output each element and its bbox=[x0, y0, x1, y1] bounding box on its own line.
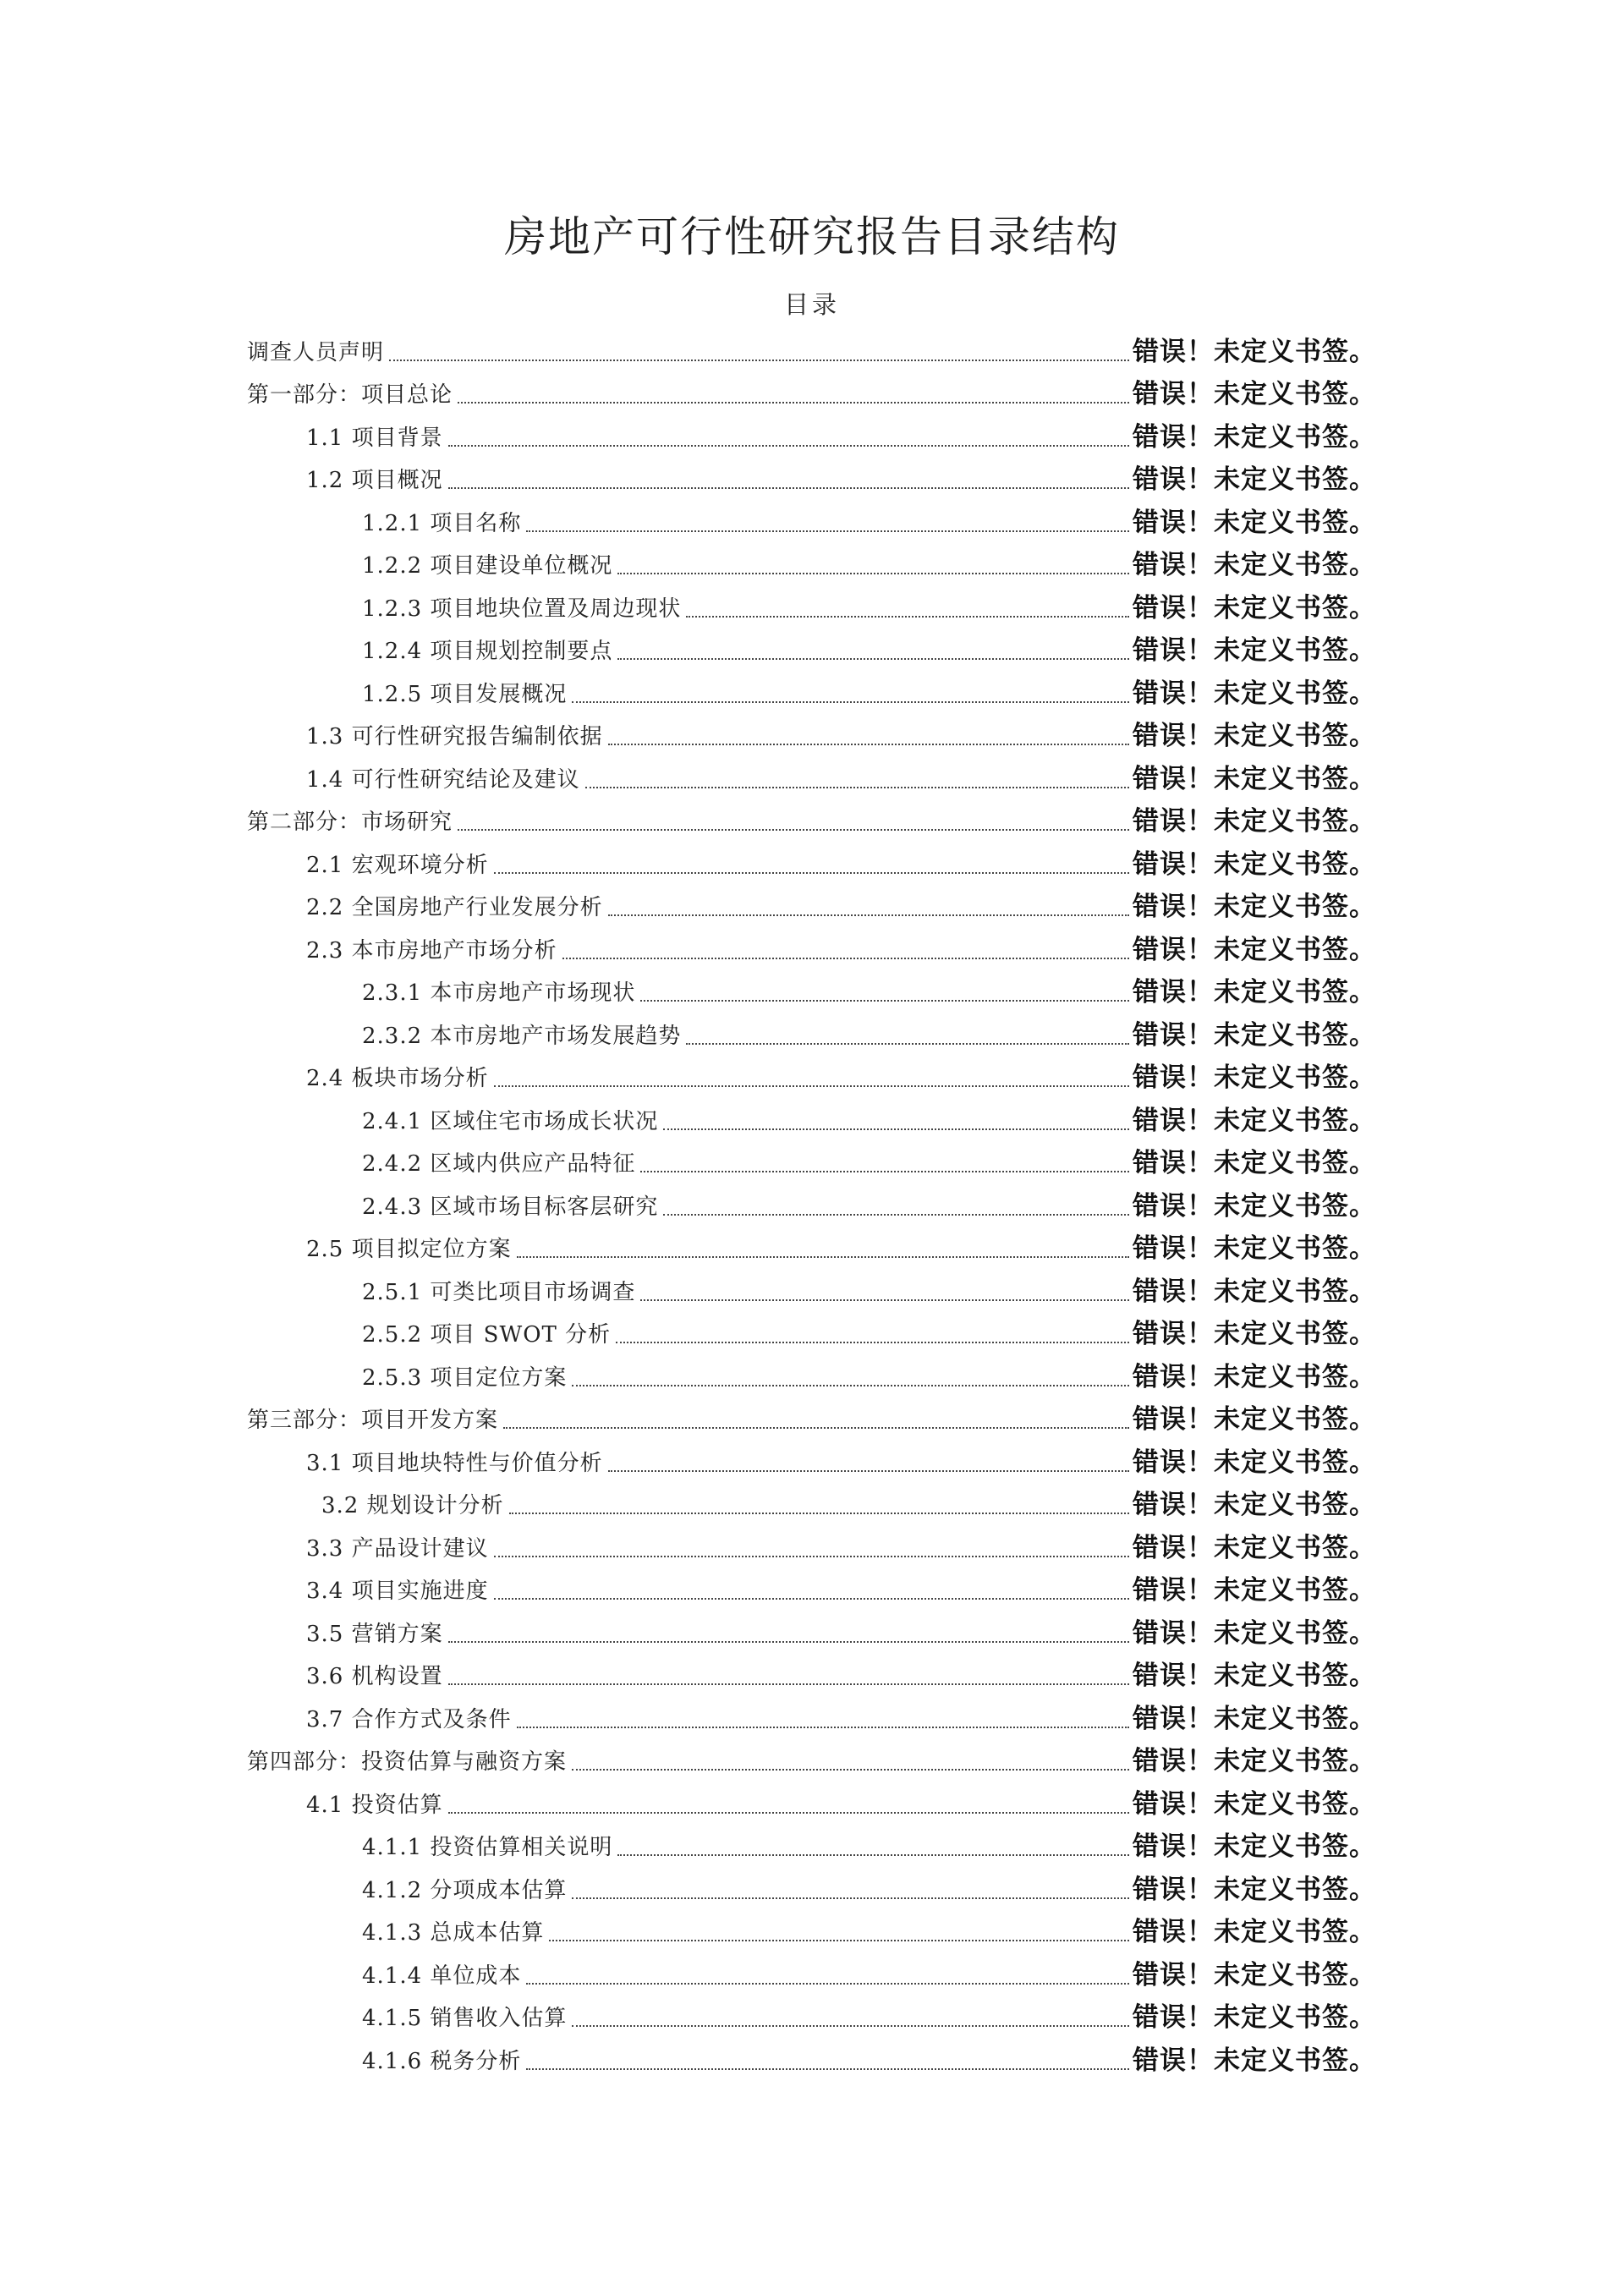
document-title: 房地产可行性研究报告目录结构 bbox=[504, 212, 1120, 261]
toc-entry-page: 错误！未定义书签。 bbox=[1133, 550, 1376, 580]
dot-leader bbox=[608, 914, 1129, 916]
toc-entry[interactable] bbox=[247, 1991, 1376, 2034]
toc-entry-label: 4.1.3 总成本估算 bbox=[362, 1920, 545, 1946]
toc-entry[interactable] bbox=[247, 453, 1376, 497]
toc-entry[interactable] bbox=[247, 1008, 1376, 1051]
toc-entry[interactable] bbox=[247, 667, 1376, 710]
table-of-contents bbox=[247, 325, 1376, 2077]
toc-entry-label: 2.3 本市房地产市场分析 bbox=[306, 937, 557, 964]
toc-entry[interactable] bbox=[247, 795, 1376, 838]
dot-leader bbox=[494, 1598, 1129, 1600]
toc-entry[interactable] bbox=[247, 581, 1376, 624]
toc-entry-label: 2.2 全国房地产行业发展分析 bbox=[306, 895, 603, 920]
toc-entry-page: 错误！未定义书签。 bbox=[1133, 1959, 1376, 1990]
dot-leader bbox=[517, 1256, 1129, 1258]
toc-entry-label: 2.3.1 本市房地产市场现状 bbox=[362, 980, 636, 1006]
toc-entry[interactable] bbox=[247, 1564, 1376, 1607]
dot-leader bbox=[562, 958, 1129, 959]
toc-entry[interactable] bbox=[247, 1948, 1376, 1991]
toc-entry[interactable] bbox=[247, 1650, 1376, 1693]
toc-entry-page: 错误！未定义书签。 bbox=[1133, 848, 1376, 880]
dot-leader bbox=[503, 1427, 1129, 1429]
toc-entry-label: 3.5 营销方案 bbox=[306, 1621, 443, 1647]
toc-entry-page: 错误！未定义书签。 bbox=[1133, 678, 1376, 709]
toc-entry-label: 3.1 项目地块特性与价值分析 bbox=[306, 1450, 603, 1476]
toc-entry-page: 错误！未定义书签。 bbox=[1133, 1361, 1376, 1392]
toc-entry-page: 错误！未定义书签。 bbox=[1133, 1703, 1376, 1734]
toc-entry[interactable] bbox=[247, 1393, 1376, 1436]
dot-leader bbox=[448, 1641, 1129, 1643]
dot-leader bbox=[448, 487, 1129, 489]
toc-entry[interactable] bbox=[247, 1521, 1376, 1564]
toc-entry-label: 3.3 产品设计建议 bbox=[306, 1535, 489, 1562]
dot-leader bbox=[572, 1897, 1129, 1899]
dot-leader bbox=[526, 2068, 1129, 2070]
toc-entry-label: 调查人员声明 bbox=[247, 339, 385, 365]
toc-entry-label: 3.6 机构设置 bbox=[306, 1664, 443, 1689]
toc-entry-label: 2.4.1 区域住宅市场成长状况 bbox=[362, 1108, 659, 1134]
dot-leader bbox=[448, 1683, 1129, 1685]
toc-entry-label: 2.1 宏观环境分析 bbox=[306, 852, 489, 878]
dot-leader bbox=[640, 1299, 1129, 1301]
toc-entry-label: 1.4 可行性研究结论及建议 bbox=[306, 766, 580, 793]
toc-entry-page: 错误！未定义书签。 bbox=[1133, 1532, 1376, 1563]
toc-entry-label: 4.1.4 单位成本 bbox=[362, 1963, 522, 1989]
toc-entry[interactable] bbox=[247, 325, 1376, 368]
dot-leader bbox=[585, 787, 1129, 788]
toc-entry[interactable] bbox=[247, 966, 1376, 1009]
toc-entry-page: 错误！未定义书签。 bbox=[1133, 1319, 1376, 1349]
toc-entry-page: 错误！未定义书签。 bbox=[1133, 721, 1376, 751]
toc-entry-label: 2.5.1 可类比项目市场调查 bbox=[362, 1279, 636, 1305]
toc-entry-page: 错误！未定义书签。 bbox=[1133, 635, 1376, 666]
toc-entry[interactable] bbox=[247, 539, 1376, 582]
toc-entry-label: 第四部分：投资估算与融资方案 bbox=[247, 1749, 568, 1775]
dot-leader bbox=[494, 1556, 1129, 1557]
dot-leader bbox=[526, 1983, 1129, 1985]
toc-entry-page: 错误！未定义书签。 bbox=[1133, 1190, 1376, 1222]
toc-entry-label: 2.5.2 项目 SWOT 分析 bbox=[362, 1322, 612, 1348]
toc-entry-label: 3.2 规划设计分析 bbox=[321, 1493, 504, 1518]
toc-entry-label: 2.4.2 区域内供应产品特征 bbox=[362, 1151, 636, 1177]
toc-entry-page: 错误！未定义书签。 bbox=[1133, 1746, 1376, 1776]
toc-entry-page: 错误！未定义书签。 bbox=[1133, 2045, 1376, 2076]
dot-leader bbox=[509, 1513, 1129, 1514]
toc-entry-page: 错误！未定义书签。 bbox=[1133, 806, 1376, 837]
toc-entry-label: 2.5.3 项目定位方案 bbox=[362, 1364, 568, 1391]
toc-entry[interactable] bbox=[247, 410, 1376, 453]
dot-leader bbox=[617, 573, 1129, 574]
toc-entry-page: 错误！未定义书签。 bbox=[1133, 592, 1376, 623]
toc-entry[interactable] bbox=[247, 1606, 1376, 1650]
dot-leader bbox=[686, 616, 1129, 618]
toc-entry-page: 错误！未定义书签。 bbox=[1133, 379, 1376, 409]
dot-leader bbox=[640, 1000, 1129, 1002]
toc-entry-page: 错误！未定义书签。 bbox=[1133, 507, 1376, 538]
toc-entry-label: 1.2.3 项目地块位置及周边现状 bbox=[362, 596, 682, 622]
toc-entry[interactable] bbox=[247, 1350, 1376, 1393]
toc-entry-label: 1.3 可行性研究报告编制依据 bbox=[306, 724, 603, 749]
toc-entry-page: 错误！未定义书签。 bbox=[1133, 1575, 1376, 1606]
toc-entry-label: 第一部分：项目总论 bbox=[247, 382, 453, 408]
toc-entry[interactable] bbox=[247, 1479, 1376, 1522]
toc-entry[interactable] bbox=[247, 1436, 1376, 1479]
dot-leader bbox=[617, 1854, 1129, 1856]
toc-entry-label: 2.5 项目拟定位方案 bbox=[306, 1237, 512, 1262]
toc-entry[interactable] bbox=[247, 1222, 1376, 1266]
toc-entry-page: 错误！未定义书签。 bbox=[1133, 1831, 1376, 1862]
toc-entry-page: 错误！未定义书签。 bbox=[1133, 1019, 1376, 1051]
toc-entry-page: 错误！未定义书签。 bbox=[1133, 1447, 1376, 1478]
dot-leader bbox=[526, 530, 1129, 532]
toc-entry-page: 错误！未定义书签。 bbox=[1133, 934, 1376, 965]
dot-leader bbox=[494, 872, 1129, 874]
dot-leader bbox=[572, 1385, 1129, 1386]
toc-heading: 目录 bbox=[783, 290, 840, 319]
toc-entry-label: 2.3.2 本市房地产市场发展趋势 bbox=[362, 1023, 682, 1049]
dot-leader bbox=[494, 1085, 1129, 1087]
toc-entry-page: 错误！未定义书签。 bbox=[1133, 336, 1376, 367]
toc-entry[interactable] bbox=[247, 1820, 1376, 1864]
toc-entry-label: 4.1 投资估算 bbox=[306, 1792, 443, 1818]
toc-entry-label: 1.2.5 项目发展概况 bbox=[362, 681, 568, 707]
toc-entry-label: 2.4.3 区域市场目标客层研究 bbox=[362, 1194, 659, 1220]
toc-entry-page: 错误！未定义书签。 bbox=[1133, 1874, 1376, 1905]
toc-entry-label: 4.1.5 销售收入估算 bbox=[362, 2006, 568, 2031]
toc-entry[interactable] bbox=[247, 624, 1376, 667]
toc-entry[interactable] bbox=[247, 1308, 1376, 1351]
toc-entry-label: 3.7 合作方式及条件 bbox=[306, 1706, 512, 1732]
toc-entry-label: 1.2.1 项目名称 bbox=[362, 510, 522, 536]
toc-entry-label: 3.4 项目实施进度 bbox=[306, 1578, 489, 1604]
toc-entry-label: 第二部分：市场研究 bbox=[247, 810, 453, 835]
toc-entry-page: 错误！未定义书签。 bbox=[1133, 892, 1376, 922]
dot-leader bbox=[517, 1727, 1129, 1728]
toc-entry-page: 错误！未定义书签。 bbox=[1133, 1062, 1376, 1093]
toc-entry-label: 4.1.2 分项成本估算 bbox=[362, 1877, 568, 1903]
dot-leader bbox=[448, 445, 1129, 447]
toc-entry[interactable] bbox=[247, 1137, 1376, 1180]
toc-entry[interactable] bbox=[247, 1863, 1376, 1906]
toc-entry-label: 1.2 项目概况 bbox=[306, 468, 443, 493]
dot-leader bbox=[458, 829, 1129, 831]
toc-entry[interactable] bbox=[247, 1692, 1376, 1735]
toc-entry-page: 错误！未定义书签。 bbox=[1133, 1661, 1376, 1691]
toc-entry-page: 错误！未定义书签。 bbox=[1133, 1490, 1376, 1520]
toc-entry-label: 1.1 项目背景 bbox=[306, 425, 443, 451]
toc-entry-label: 1.2.4 项目规划控制要点 bbox=[362, 639, 613, 664]
toc-entry-page: 错误！未定义书签。 bbox=[1133, 1617, 1376, 1649]
dot-leader bbox=[458, 402, 1129, 404]
toc-entry-page: 错误！未定义书签。 bbox=[1133, 2002, 1376, 2033]
dot-leader bbox=[617, 658, 1129, 660]
toc-entry-page: 错误！未定义书签。 bbox=[1133, 1404, 1376, 1435]
toc-entry[interactable] bbox=[247, 496, 1376, 539]
toc-entry[interactable] bbox=[247, 1051, 1376, 1095]
toc-entry-label: 4.1.1 投资估算相关说明 bbox=[362, 1835, 613, 1860]
dot-leader bbox=[572, 2025, 1129, 2027]
toc-entry-label: 2.4 板块市场分析 bbox=[306, 1066, 489, 1091]
toc-entry[interactable] bbox=[247, 710, 1376, 753]
toc-entry-page: 错误！未定义书签。 bbox=[1133, 977, 1376, 1007]
toc-entry[interactable] bbox=[247, 837, 1376, 881]
toc-entry-label: 1.2.2 项目建设单位概况 bbox=[362, 553, 613, 579]
dot-leader bbox=[608, 744, 1129, 745]
toc-entry[interactable] bbox=[247, 752, 1376, 795]
toc-entry-page: 错误！未定义书签。 bbox=[1133, 1917, 1376, 1947]
toc-entry[interactable] bbox=[247, 1777, 1376, 1820]
toc-entry[interactable] bbox=[247, 1906, 1376, 1949]
toc-entry-page: 错误！未定义书签。 bbox=[1133, 763, 1376, 794]
toc-entry-label: 第三部分：项目开发方案 bbox=[247, 1408, 499, 1433]
toc-entry-page: 错误！未定义书签。 bbox=[1133, 1148, 1376, 1178]
toc-entry[interactable] bbox=[247, 2034, 1376, 2077]
toc-entry-page: 错误！未定义书签。 bbox=[1133, 1276, 1376, 1307]
dot-leader bbox=[608, 1470, 1129, 1472]
toc-entry[interactable] bbox=[247, 368, 1376, 411]
toc-entry[interactable] bbox=[247, 1179, 1376, 1222]
toc-entry-page: 错误！未定义书签。 bbox=[1133, 464, 1376, 495]
dot-leader bbox=[616, 1342, 1129, 1343]
dot-leader bbox=[663, 1214, 1129, 1216]
toc-entry[interactable] bbox=[247, 881, 1376, 924]
toc-entry-page: 错误！未定义书签。 bbox=[1133, 1233, 1376, 1264]
dot-leader bbox=[389, 360, 1129, 361]
toc-entry-page: 错误！未定义书签。 bbox=[1133, 1788, 1376, 1820]
toc-entry[interactable] bbox=[247, 1265, 1376, 1308]
toc-entry[interactable] bbox=[247, 1735, 1376, 1778]
dot-leader bbox=[549, 1940, 1129, 1941]
dot-leader bbox=[663, 1128, 1129, 1130]
dot-leader bbox=[572, 1769, 1129, 1771]
dot-leader bbox=[448, 1812, 1129, 1814]
dot-leader bbox=[640, 1171, 1129, 1172]
toc-entry[interactable] bbox=[247, 923, 1376, 966]
dot-leader bbox=[572, 701, 1129, 703]
toc-entry[interactable] bbox=[247, 1094, 1376, 1137]
toc-entry-page: 错误！未定义书签。 bbox=[1133, 421, 1376, 453]
toc-entry-page: 错误！未定义书签。 bbox=[1133, 1105, 1376, 1136]
dot-leader bbox=[686, 1043, 1129, 1045]
toc-entry-label: 4.1.6 税务分析 bbox=[362, 2048, 522, 2074]
